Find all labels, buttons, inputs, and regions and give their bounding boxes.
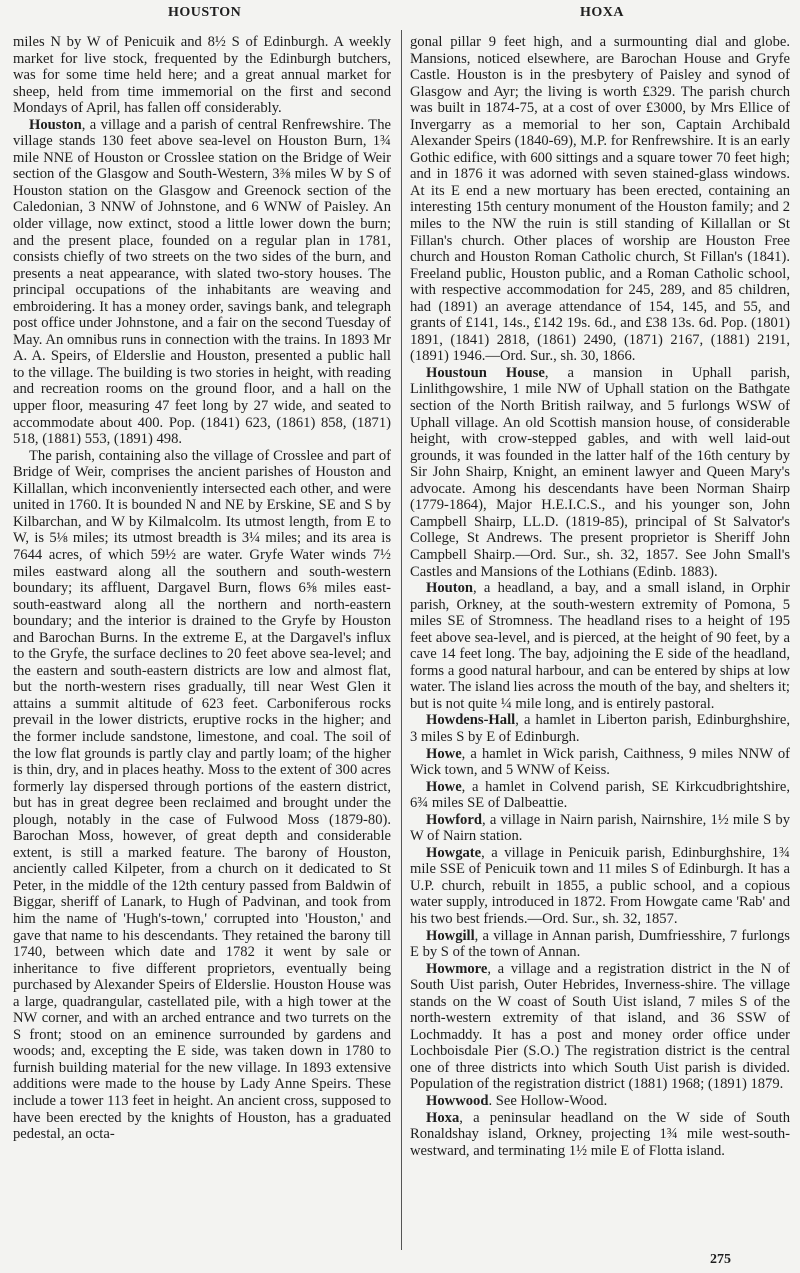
- gazetteer-entry: [410, 1093, 790, 1110]
- gazetteer-entry: [410, 928, 790, 961]
- right-column: [410, 34, 790, 1159]
- entry-headword: Howgate: [426, 844, 482, 861]
- entry-headword: Houton: [426, 580, 474, 597]
- entry-text: , a hamlet in Colvend parish, SE Kirkcudbrightshire, 6¾ miles SE of Dalbeattie.: [410, 778, 790, 812]
- entry-paragraph: [13, 34, 391, 117]
- entry-headword: Hoxa: [426, 1109, 460, 1126]
- gazetteer-entry: [410, 779, 790, 812]
- running-header-left: HOUSTON: [168, 5, 242, 20]
- entry-text: , a village in Annan parish, Dumfriesshire, 7 furlongs E by S of the town of Annan.: [410, 927, 790, 961]
- gazetteer-entry: [410, 712, 790, 745]
- entry-text: , a village and a parish of central Renfrewshire. The village stands 130 feet above sea-level on Houston Burn, 1¾ mile NNE of Houston or Crosslee station on the Bridge of Weir section of the Glasgow and South-Western, 3⅜ miles W by S of Houston station on the Glasgow and Greenock section of the Caledonian, 3 NNW of Johnstone, and 6 WNW of Paisley. An older village, now extinct, stood a little lower down the burn; and the present place, founded on a regular plan in 1781, consists chiefly of two streets on the two sides of the burn, and presents a neat appearance, with slated two-story houses. The principal occupations of the inhabitants are weaving and embroidering. It has a money order, savings bank, and telegraph post office under Johnstone, and a fair on the second Tuesday of May. An omnibus runs in connection with the trains. In 1893 Mr A. A. Speirs, of Elderslie and Houston, presented a public hall to the village. The building is two stories in height, with reading and recreation rooms on the ground floor, and a hall on the upper floor, measuring 47 feet long by 27 wide, and seated to accommodate about 400. Pop. (1841) 623, (1861) 858, (1871) 518, (1881) 553, (1891) 498.: [13, 116, 391, 448]
- entry-text: , a hamlet in Wick parish, Caithness, 9 miles NNW of Wick town, and 5 WNW of Keiss.: [410, 745, 790, 779]
- entry-headword: Howford: [426, 811, 482, 828]
- entry-headword: Howdens-Hall: [426, 712, 516, 729]
- entry-text: The parish, containing also the village of Crosslee and part of Bridge of Weir, comprises the ancient parishes of Houston and Killallan, which inconveniently intersected each other, and were united in 1760. It is bounded N and NE by Erskine, SE and S by Kilbarchan, and W by Kilmalcolm. Its utmost length, from E to W, is 5⅛ miles; its utmost breadth is 3¼ miles; and its area is 7644 acres, of which 59½ are water. Gryfe Water winds 7½ miles eastward along all the southern and south-western boundary; its affluent, Dargavel Burn, flows 6⅝ miles east-south-eastward along all the northern and north-eastern boundary; and the interior is drained to the Gryfe by Houston and Barochan Burns. In the extreme E, at the Dargavel's influx to the Gryfe, the surface declines to 20 feet above sea-level; and the eastern and south-eastern districts are low and almost flat, but the north-western rises gradually, till near West Glen it attains a summit altitude of 623 feet. Carboniferous rocks prevail in the lower districts, eruptive rocks in the higher; and the former include sandstone, limestone, and coal. The soil of the low flat grounds is partly clay and partly loam; of the higher is thin, dry, and in places heathy. Moss to the extent of 300 acres formerly lay dispersed through portions of the eastern district, but has in great degree been reclaimed and brought under the plough, notably in the case of Fulwood Moss (1879-80). Barochan Moss, however, of great depth and considerable extent, is still a marked feature. The barony of Houston, anciently called Kilpeter, from a church on it dedicated to St Peter, in the middle of the 12th century passed from Baldwin of Biggar, sheriff of Lanark, to Hugh of Padvinan, and took from him the name of 'Hugh's-town,' corrupted into 'Houston,' and gave that name to his descendants. They retained the barony till 1740, between which date and 1782 it went by sale or inheritance to five different proprietors, eventually being purchased by Alexander Speirs of Elderslie. Houston House was a large, quadrangular, castellated pile, with a high tower at the NW corner, and with an arched entrance and two turrets on the S front; stood on an eminence surrounded by gardens and woods; and, excepting the E side, was taken down in 1780 to furnish building material for the new village. In 1893 extensive additions were made to the house by Lady Anne Speirs. These include a tower 113 feet in height. An ancient cross, supposed to have been erected by the knights of Houston, has a graduated pedestal, an octa-: [13, 447, 391, 1143]
- gazetteer-entry: [13, 117, 391, 448]
- entry-text: , a hamlet in Liberton parish, Edinburghshire, 3 miles S by E of Edinburgh.: [410, 712, 790, 745]
- entry-headword: Houston: [29, 116, 82, 133]
- gazetteer-entry: [410, 746, 790, 779]
- gazetteer-entry: [410, 961, 790, 1093]
- entry-headword: Howe: [426, 778, 462, 795]
- entry-text: , a village and a registration district in the N of South Uist parish, Outer Hebrides, Inverness-shire. The village stands on the W coast of South Uist island, 7 miles S of the north-western extremity of that island, and 36 SSW of Lochmaddy. It has a post and money order office under Lochboisdale Pier (S.O.) The registration district is the central one of three districts into which South Uist parish is divided. Population of the registration district (1881) 1968; (1891) 1879.: [410, 960, 790, 1093]
- gazetteer-entry: [410, 812, 790, 845]
- entry-headword: Howgill: [426, 927, 475, 944]
- entry-paragraph: [13, 448, 391, 1143]
- entry-text: , a peninsular headland on the W side of South Ronaldshay island, Orkney, projecting 1¾ mile west-south-westward, and terminating 1½ mile E of Flotta island.: [410, 1109, 790, 1159]
- left-column: [13, 34, 391, 1143]
- entry-text: , a village in Penicuik parish, Edinburghshire, 1¾ mile SSE of Penicuik town and 11 miles S of Edinburgh. It has a U.P. church, rebuilt in 1855, a public school, and a copious water supply, introduced in 1872. From Howgate came 'Rab' and his two best friends.—Ord. Sur., sh. 32, 1857.: [410, 844, 790, 927]
- entry-text: , a village in Nairn parish, Nairnshire, 1½ mile S by W of Nairn station.: [410, 811, 790, 845]
- gazetteer-entry: [410, 845, 790, 928]
- column-divider: [401, 30, 402, 1250]
- entry-text: . See Hollow-Wood.: [488, 1093, 608, 1109]
- page-number: 275: [710, 1252, 731, 1267]
- gazetteer-entry: [410, 365, 790, 580]
- entry-text: , a headland, a bay, and a small island, in Orphir parish, Orkney, at the south-western extremity of Pomona, 5 miles SE of Stromness. The headland rises to a height of 195 feet above sea-level, and is pierced, at the height of 90 feet, by a cave 14 feet long. The bay, adjoining the E side of the headland, forms a good natural harbour, and can be entered by ships at low water. The island lies across the mouth of the bay, and shelters it; but is not quite ¼ mile long, and is entirely pastoral.: [410, 580, 790, 712]
- running-header-right: HOXA: [580, 5, 624, 20]
- entry-text: gonal pillar 9 feet high, and a surmounting dial and globe. Mansions, noticed elsewhere, are Barochan House and Gryfe Castle. Houston is in the presbytery of Paisley and synod of Glasgow and Ayr; the living is worth £329. The parish church was built in 1874-75, at a cost of over £3000, by Mrs Ellice of Invergarry as a memorial to her son, Captain Archibald Alexander Speirs (1840-69), M.P. for Renfrewshire. It is an early Gothic edifice, with 600 sittings and a square tower 70 feet high; and in 1876 it was adorned with seven stained-glass windows. At its E end a new mortuary has been erected, containing an interesting 15th century monument of the Houston family; and 2 miles to the NW the ruin is still standing of Killallan or St Fillan's church. Other places of worship are Houston Free church and Houston Roman Catholic church, St Fillan's (1841). Freeland public, Houston public, and a Roman Catholic school, with respective accommodation for 245, 289, and 85 children, had (1891) an average attendance of 154, 145, and 55, and grants of £141, 14s., £142 19s. 6d., and £38 13s. 6d. Pop. (1801) 1891, (1841) 2818, (1861) 2490, (1871) 2167, (1881) 2191, (1891) 1946.—Ord. Sur., sh. 30, 1866.: [410, 34, 790, 365]
- entry-headword: Howe: [426, 745, 462, 762]
- entry-text: miles N by W of Penicuik and 8½ S of Edinburgh. A weekly market for live stock, frequented by the Edinburgh butchers, was for some time held here; and a great annual market for sheep, held from time immemorial on the first and second Mondays of April, has fallen off considerably.: [13, 34, 391, 117]
- gazetteer-entry: [410, 580, 790, 712]
- entry-text: , a mansion in Uphall parish, Linlithgowshire, 1 mile NW of Uphall station on the Bathgate section of the North British railway, and 5 furlongs WSW of Uphall village. An old Scottish mansion house, of considerable height, with crow-stepped gables, and with well laid-out grounds, it was founded in the latter half of the 16th century by Sir John Shairp, Knight, an eminent lawyer and Queen Mary's advocate. Among his descendants have been Norman Shairp (1779-1864), Major H.E.I.C.S., and his younger son, John Campbell Shairp, LL.D. (1819-85), principal of St Salvator's College, St Andrews. The present proprietor is Sheriff John Campbell Shairp.—Ord. Sur., sh. 32, 1857. See John Small's Castles and Mansions of the Lothians (Edinb. 1883).: [410, 364, 790, 580]
- entry-paragraph: [410, 34, 790, 365]
- entry-headword: Howmore: [426, 960, 488, 977]
- gazetteer-entry: [410, 1110, 790, 1160]
- entry-headword: Howwood: [426, 1093, 489, 1109]
- entry-headword: Houstoun House: [426, 364, 545, 381]
